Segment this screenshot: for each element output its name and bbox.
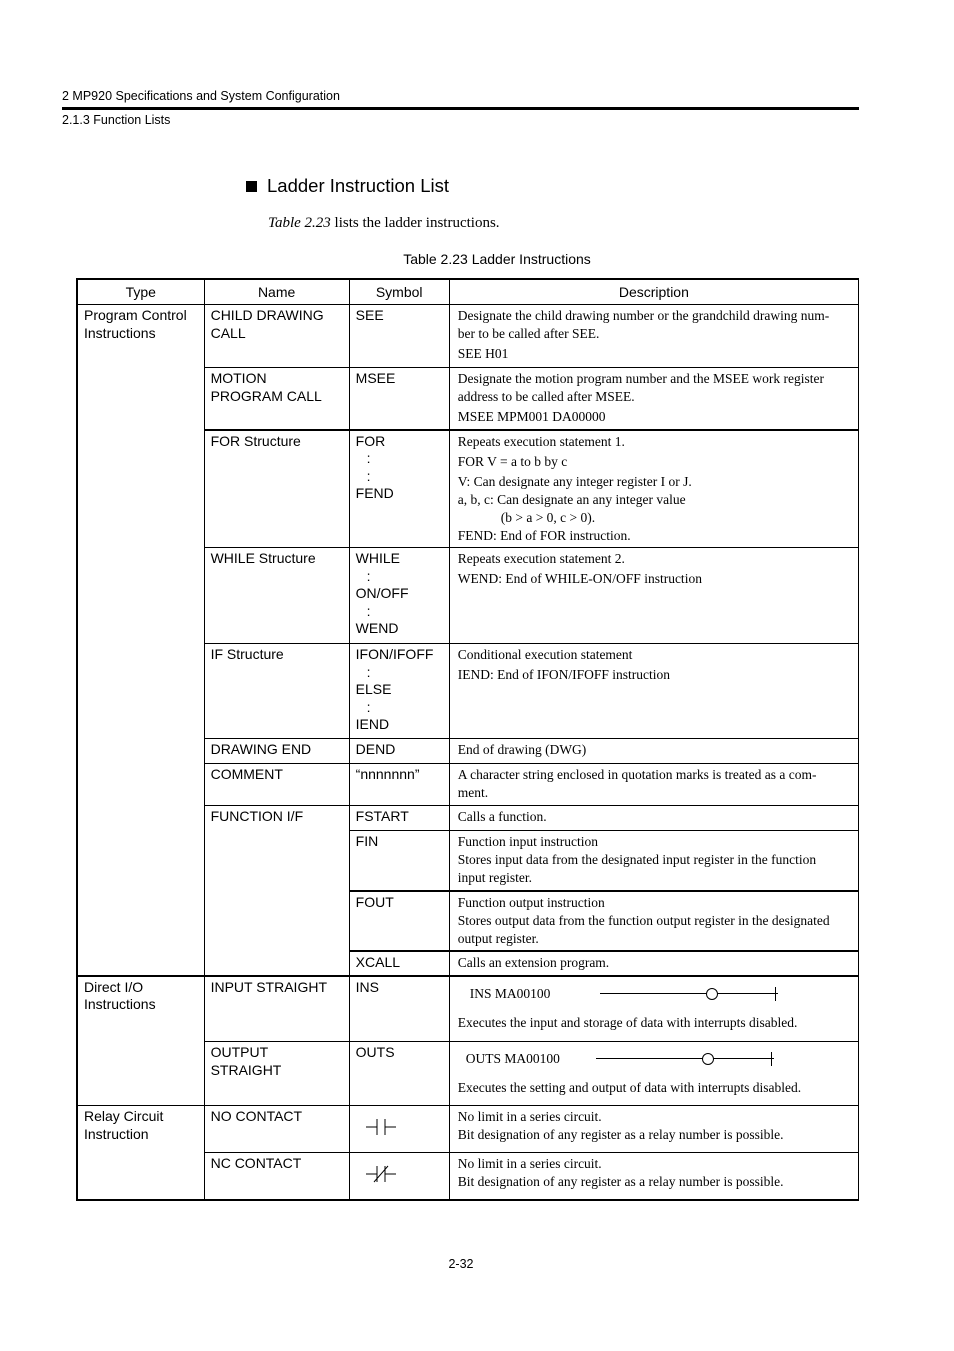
nc-contact-icon [364, 1161, 404, 1187]
symbol-cell [349, 1106, 449, 1153]
description-cell: Conditional execution statement IEND: End of IFON/IFOFF instruction [449, 644, 858, 739]
name-cell: MOTION PROGRAM CALL [204, 368, 349, 430]
ladder-example [458, 1050, 852, 1068]
table-row [77, 976, 859, 1042]
header-type: Type [77, 279, 204, 305]
description-cell: Calls an extension program. [449, 951, 858, 976]
type-cell: Relay Circuit Instruction [77, 1106, 204, 1200]
symbol-cell: FOUT [349, 891, 449, 951]
name-cell: INPUT STRAIGHT [204, 976, 349, 1042]
name-cell: FOR Structure [204, 430, 349, 548]
table-row [77, 305, 859, 368]
symbol-cell: “nnnnnnn” [349, 764, 449, 806]
type-cell: Program Control Instructions [77, 305, 204, 976]
description-cell: INS MA00100 Executes the input and storage of data with interrupts disabled. [449, 976, 858, 1042]
header-name: Name [204, 279, 349, 305]
name-cell: IF Structure [204, 644, 349, 739]
coil-wire-icon [596, 1052, 774, 1066]
description-cell: A character string enclosed in quotation marks is treated as a com- ment. [449, 764, 858, 806]
type-cell: Direct I/O Instructions [77, 976, 204, 1106]
example-label: INS MA00100 [469, 985, 551, 1001]
ladder-instruction-table [76, 278, 859, 1201]
section-heading [246, 175, 449, 197]
name-cell: WHILE Structure [204, 548, 349, 644]
description-cell: No limit in a series circuit. Bit designation of any register as a relay number is possible. [449, 1106, 858, 1153]
description-cell: Function input instruction Stores input data from the designated input register in the function input register. [449, 831, 858, 891]
symbol-cell: DEND [349, 739, 449, 764]
description-cell: No limit in a series circuit. Bit designation of any register as a relay number is possible. [449, 1153, 858, 1200]
name-cell: OUTPUT STRAIGHT [204, 1042, 349, 1106]
ladder-example [458, 985, 852, 1003]
name-cell: COMMENT [204, 764, 349, 806]
description-cell: Function output instruction Stores output data from the function output register in the designated output register. [449, 891, 858, 951]
description-cell: Designate the child drawing number or the grandchild drawing num- ber to be called after SEE. SEE H01 [449, 305, 858, 368]
symbol-cell: WHILE : ON/OFF : WEND [349, 548, 449, 644]
header-description: Description [449, 279, 858, 305]
name-cell: CHILD DRAWING CALL [204, 305, 349, 368]
description-cell: OUTS MA00100 Executes the setting and output of data with interrupts disabled. [449, 1042, 858, 1106]
page-number: 2-32 [448, 1257, 474, 1271]
intro-paragraph [268, 215, 500, 232]
symbol-cell: FOR : : FEND [349, 430, 449, 548]
name-cell: FUNCTION I/F [204, 806, 349, 976]
name-cell: NC CONTACT [204, 1153, 349, 1200]
description-cell: Designate the motion program number and the MSEE work register address to be called after MSEE. MSEE MPM001 DA00000 [449, 368, 858, 430]
no-contact-icon [364, 1114, 404, 1140]
table-reference: Table 2.23 [268, 215, 331, 231]
header-symbol: Symbol [349, 279, 449, 305]
chapter-header: 2 MP920 Specifications and System Configuration [62, 89, 340, 103]
name-cell: DRAWING END [204, 739, 349, 764]
table-caption: Table 2.23 Ladder Instructions [403, 251, 591, 267]
description-cell: Repeats execution statement 1. FOR V = a to b by c V: Can designate any integer register I or J. a, b, c: Can designate an any integer value (b > a > 0, c > 0). FEND: End of FOR instruction. [449, 430, 858, 548]
coil-wire-icon [600, 987, 778, 1001]
symbol-cell: XCALL [349, 951, 449, 976]
description-cell: Repeats execution statement 2. WEND: End of WHILE-ON/OFF instruction [449, 548, 858, 644]
description-cell: End of drawing (DWG) [449, 739, 858, 764]
intro-text: lists the ladder instructions. [330, 215, 500, 231]
symbol-cell: MSEE [349, 368, 449, 430]
heading-text: Ladder Instruction List [267, 175, 450, 196]
section-header: 2.1.3 Function Lists [62, 113, 171, 127]
square-bullet-icon [246, 181, 257, 192]
example-label: OUTS MA00100 [465, 1051, 560, 1066]
name-cell: NO CONTACT [204, 1106, 349, 1153]
symbol-cell: INS [349, 976, 449, 1042]
symbol-cell: SEE [349, 305, 449, 368]
symbol-cell: IFON/IFOFF : ELSE : IEND [349, 644, 449, 739]
symbol-cell [349, 1153, 449, 1200]
table-row [77, 1106, 859, 1153]
symbol-cell: FIN [349, 831, 449, 891]
description-cell: Calls a function. [449, 806, 858, 831]
symbol-cell: FSTART [349, 806, 449, 831]
header-rule [62, 107, 859, 110]
table-header-row [77, 279, 859, 305]
symbol-cell: OUTS [349, 1042, 449, 1106]
